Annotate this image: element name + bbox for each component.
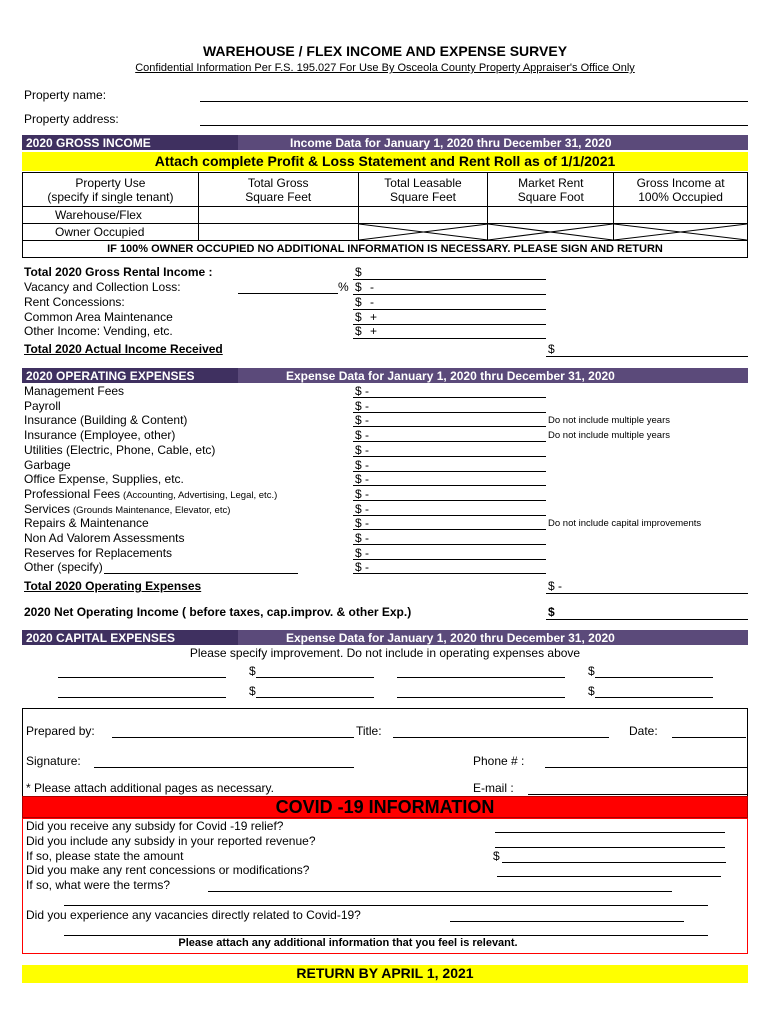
income-prefix: $ (355, 280, 362, 294)
vacancy-pct-field[interactable] (238, 293, 338, 294)
capital-improvement-field[interactable] (397, 697, 565, 698)
cell-input[interactable] (198, 207, 358, 224)
expense-item-label (24, 428, 175, 442)
total-operating-expenses-value: $ - (548, 579, 563, 593)
crossed-cell (358, 224, 488, 241)
capital-note: Please specify improvement. Do not include in operating expenses above (189, 646, 581, 660)
signature-label: Signature: (26, 754, 81, 768)
expense-item-label (24, 399, 61, 413)
expense-item-field[interactable] (353, 573, 546, 574)
expense-item-label (24, 516, 149, 530)
expense-item-detail: (Accounting, Advertising, Legal, etc.) (123, 489, 278, 501)
expense-item-value: $ - (355, 516, 370, 531)
return-by-banner (22, 965, 748, 983)
capital-improvement-field[interactable] (58, 677, 226, 678)
income-prefix: $ (355, 265, 362, 279)
gross-income-period: Income Data for January 1, 2020 thru December 31, 2020 (290, 136, 612, 150)
expense-item-field[interactable] (353, 471, 546, 472)
expense-item-text: Payroll (24, 398, 61, 413)
attach-pl-text: Attach complete Profit & Loss Statement and Rent Roll as of 1/1/2021 (154, 153, 616, 169)
covid-q1: Did you receive any subsidy for Covid -19 relief? (26, 819, 284, 833)
other-income-label: Other Income: Vending, etc. (24, 324, 173, 338)
expense-item-label (24, 502, 230, 516)
expense-item-field[interactable] (353, 515, 546, 516)
expense-item-text: Services (24, 501, 71, 516)
capital-amount-field[interactable] (595, 697, 713, 698)
return-by-text: RETURN BY APRIL 1, 2021 (296, 965, 474, 981)
covid-terms-field[interactable] (208, 891, 672, 892)
property-name-field[interactable] (200, 101, 748, 102)
expense-item-label (24, 384, 124, 398)
table-header-row (23, 173, 748, 207)
capital-prefix: $ (249, 664, 256, 678)
expense-item-label (24, 458, 71, 472)
income-value: + (370, 310, 378, 324)
crossed-cell (488, 224, 614, 241)
expense-item-text: Reserves for Replacements (24, 545, 173, 560)
expense-item-text: Non Ad Valorem Assessments (24, 531, 185, 545)
expense-item-field[interactable] (353, 397, 546, 398)
expense-item-text: Management Fees (24, 384, 125, 398)
expense-item-text: Utilities (Electric, Phone, Cable, etc) (24, 442, 216, 457)
row-label-warehouse: Warehouse/Flex (23, 207, 199, 224)
vacancy-loss-label: Vacancy and Collection Loss: (24, 280, 181, 294)
vacancy-loss-field[interactable] (353, 294, 546, 295)
capital-amount-field[interactable] (595, 677, 713, 678)
operating-expenses-bar (22, 368, 748, 383)
capital-prefix: $ (249, 684, 256, 698)
income-value: + (370, 324, 378, 338)
cell-input[interactable] (198, 224, 358, 241)
expense-item-text: Office Expense, Supplies, etc. (24, 472, 184, 487)
phone-field[interactable] (545, 767, 748, 768)
prepared-by-label: Prepared by: (26, 724, 95, 738)
cell-input[interactable] (358, 207, 488, 224)
noi-field[interactable] (546, 619, 748, 620)
gross-rental-income-label: Total 2020 Gross Rental Income : (24, 265, 213, 279)
covid-vacancy-field[interactable] (450, 921, 684, 922)
cell-input[interactable] (488, 207, 614, 224)
expense-item-label (24, 472, 184, 486)
expense-item-note: Do not include multiple years (548, 415, 670, 427)
phone-label: Phone # : (473, 754, 525, 768)
covid-q3-prefix: $ (493, 849, 500, 863)
col-gross-income: Gross Income at 100% Occupied (614, 173, 748, 207)
expense-item-label (24, 560, 103, 574)
email-label: E-mail : (473, 781, 514, 795)
expense-item-note: Do not include multiple years (548, 430, 670, 442)
covid-vacancy-field-2[interactable] (64, 935, 708, 936)
capital-expenses-bar (22, 630, 748, 645)
expense-item-label (24, 546, 172, 560)
income-value: - (370, 295, 374, 309)
expense-item-field[interactable] (353, 544, 546, 545)
covid-q2-field[interactable] (495, 847, 725, 848)
signature-field[interactable] (94, 767, 354, 768)
attach-pages-note: * Please attach additional pages as necessary. (26, 781, 274, 795)
property-address-field[interactable] (200, 125, 748, 126)
operating-expenses-heading: 2020 OPERATING EXPENSES (26, 369, 195, 383)
expense-item-label (24, 487, 277, 501)
covid-amount-field[interactable] (502, 862, 726, 863)
total-income-prefix: $ (548, 342, 555, 356)
email-field[interactable] (528, 794, 748, 795)
income-prefix: $ (355, 295, 362, 309)
covid-terms-field-2[interactable] (64, 905, 708, 906)
covid-q4: Did you make any rent concessions or modifications? (26, 863, 310, 877)
expense-item-value: $ - (355, 501, 370, 516)
capital-improvement-field[interactable] (397, 677, 565, 678)
expense-item-field[interactable] (353, 456, 546, 457)
expense-item-text: Garbage (24, 457, 71, 472)
expense-item-value: $ - (355, 384, 370, 398)
expense-item-value: $ - (355, 531, 370, 545)
expense-item-value: $ - (355, 545, 370, 560)
col-total-leasable-sf: Total Leasable Square Feet (358, 173, 488, 207)
covid-heading: COVID -19 INFORMATION (275, 797, 495, 817)
expense-item-label (24, 413, 187, 427)
rent-concessions-field[interactable] (353, 309, 546, 310)
covid-q5: If so, what were the terms? (26, 878, 171, 892)
col-total-gross-sf: Total Gross Square Feet (198, 173, 358, 207)
covid-q2: Did you include any subsidy in your reported revenue? (26, 834, 316, 848)
capital-prefix: $ (588, 684, 595, 698)
attach-pl-banner (22, 152, 748, 171)
capital-amount-field[interactable] (256, 697, 374, 698)
covid-heading-bar (22, 796, 748, 818)
total-actual-income-label: Total 2020 Actual Income Received (24, 342, 223, 356)
income-prefix: $ (355, 310, 362, 324)
covid-q4-field[interactable] (497, 876, 721, 877)
cell-input[interactable] (614, 207, 748, 224)
covid-attach-note: Please attach any additional information that you feel is relevant. (178, 937, 518, 949)
expense-item-note: Do not include capital improvements (548, 518, 702, 530)
property-use-table (22, 172, 748, 258)
title-field[interactable] (393, 737, 609, 738)
total-operating-expenses-field[interactable] (546, 593, 748, 594)
prepared-by-field[interactable] (112, 737, 354, 738)
cam-field[interactable] (353, 324, 546, 325)
page-title: WAREHOUSE / FLEX INCOME AND EXPENSE SURVEY (202, 43, 568, 59)
expense-item-value: $ - (355, 457, 370, 472)
covid-q6: Did you experience any vacancies directly related to Covid-19? (26, 908, 361, 922)
expense-item-field[interactable] (353, 485, 546, 486)
table-row (23, 207, 748, 224)
income-value: - (370, 280, 374, 294)
date-field[interactable] (672, 737, 746, 738)
col-market-rent: Market Rent Square Foot (488, 173, 614, 207)
capital-prefix: $ (588, 664, 595, 678)
owner-note-row (23, 241, 748, 258)
capital-expenses-period: Expense Data for January 1, 2020 thru December 31, 2020 (286, 631, 615, 645)
expense-item-field[interactable] (353, 441, 546, 442)
expense-item-label (24, 531, 185, 545)
expense-item-text: Insurance (Building & Content) (24, 413, 188, 428)
expense-item-field[interactable] (353, 529, 546, 530)
total-operating-expenses-label: Total 2020 Operating Expenses (24, 579, 202, 593)
expense-item-text: Repairs & Maintenance (24, 516, 149, 531)
expense-item-value: $ - (355, 413, 370, 428)
gross-income-heading: 2020 GROSS INCOME (26, 136, 151, 150)
expense-item-value: $ - (355, 442, 370, 457)
row-label-owner-occupied: Owner Occupied (23, 224, 199, 241)
expense-item-text: Professional Fees (24, 486, 121, 501)
expense-item-detail: (Grounds Maintenance, Elevator, etc) (73, 504, 231, 516)
capital-improvement-field[interactable] (58, 697, 226, 698)
date-label: Date: (629, 724, 658, 738)
other-specify-field[interactable] (104, 573, 298, 574)
expense-item-text: Other (specify) (24, 560, 103, 575)
expense-item-value: $ - (355, 398, 370, 413)
capital-amount-field[interactable] (256, 677, 374, 678)
gross-rental-income-field[interactable] (353, 279, 546, 280)
title-label: Title: (356, 724, 382, 738)
owner-occupied-note: IF 100% OWNER OCCUPIED NO ADDITIONAL INFORMATION IS NECESSARY. PLEASE SIGN AND RETURN (23, 241, 748, 258)
covid-q3: If so, please state the amount (26, 849, 184, 863)
expense-item-value: $ - (355, 560, 370, 575)
noi-prefix: $ (548, 605, 555, 619)
gross-income-bar (22, 135, 748, 150)
capital-expenses-heading: 2020 CAPITAL EXPENSES (26, 631, 175, 645)
crossed-cell (614, 224, 748, 241)
expense-item-label (24, 443, 215, 457)
income-prefix: $ (355, 324, 362, 338)
total-actual-income-field[interactable] (546, 356, 748, 357)
covid-q1-field[interactable] (495, 832, 725, 833)
cam-label: Common Area Maintenance (24, 310, 173, 324)
expense-item-value: $ - (355, 472, 370, 487)
expense-item-field[interactable] (353, 559, 546, 560)
vacancy-pct-sign: % (338, 280, 349, 294)
property-address-label: Property address: (24, 112, 119, 126)
expense-item-text: Insurance (Employee, other) (24, 428, 176, 443)
expense-item-value: $ - (355, 486, 370, 501)
expense-item-field[interactable] (353, 500, 546, 501)
expense-item-field[interactable] (353, 412, 546, 413)
rent-concessions-label: Rent Concessions: (24, 295, 125, 309)
expense-item-field[interactable] (353, 426, 546, 427)
col-property-use: Property Use (specify if single tenant) (23, 173, 199, 207)
expense-item-value: $ - (355, 428, 370, 443)
other-income-field[interactable] (353, 338, 546, 339)
confidential-note: Confidential Information Per F.S. 195.027 For Use By Osceola County Property Appraiser's Office Only (135, 62, 635, 74)
property-name-label: Property name: (24, 88, 107, 102)
operating-expenses-period: Expense Data for January 1, 2020 thru December 31, 2020 (286, 369, 615, 383)
noi-label: 2020 Net Operating Income ( before taxes, cap.improv. & other Exp.) (24, 605, 412, 619)
table-row (23, 224, 748, 241)
